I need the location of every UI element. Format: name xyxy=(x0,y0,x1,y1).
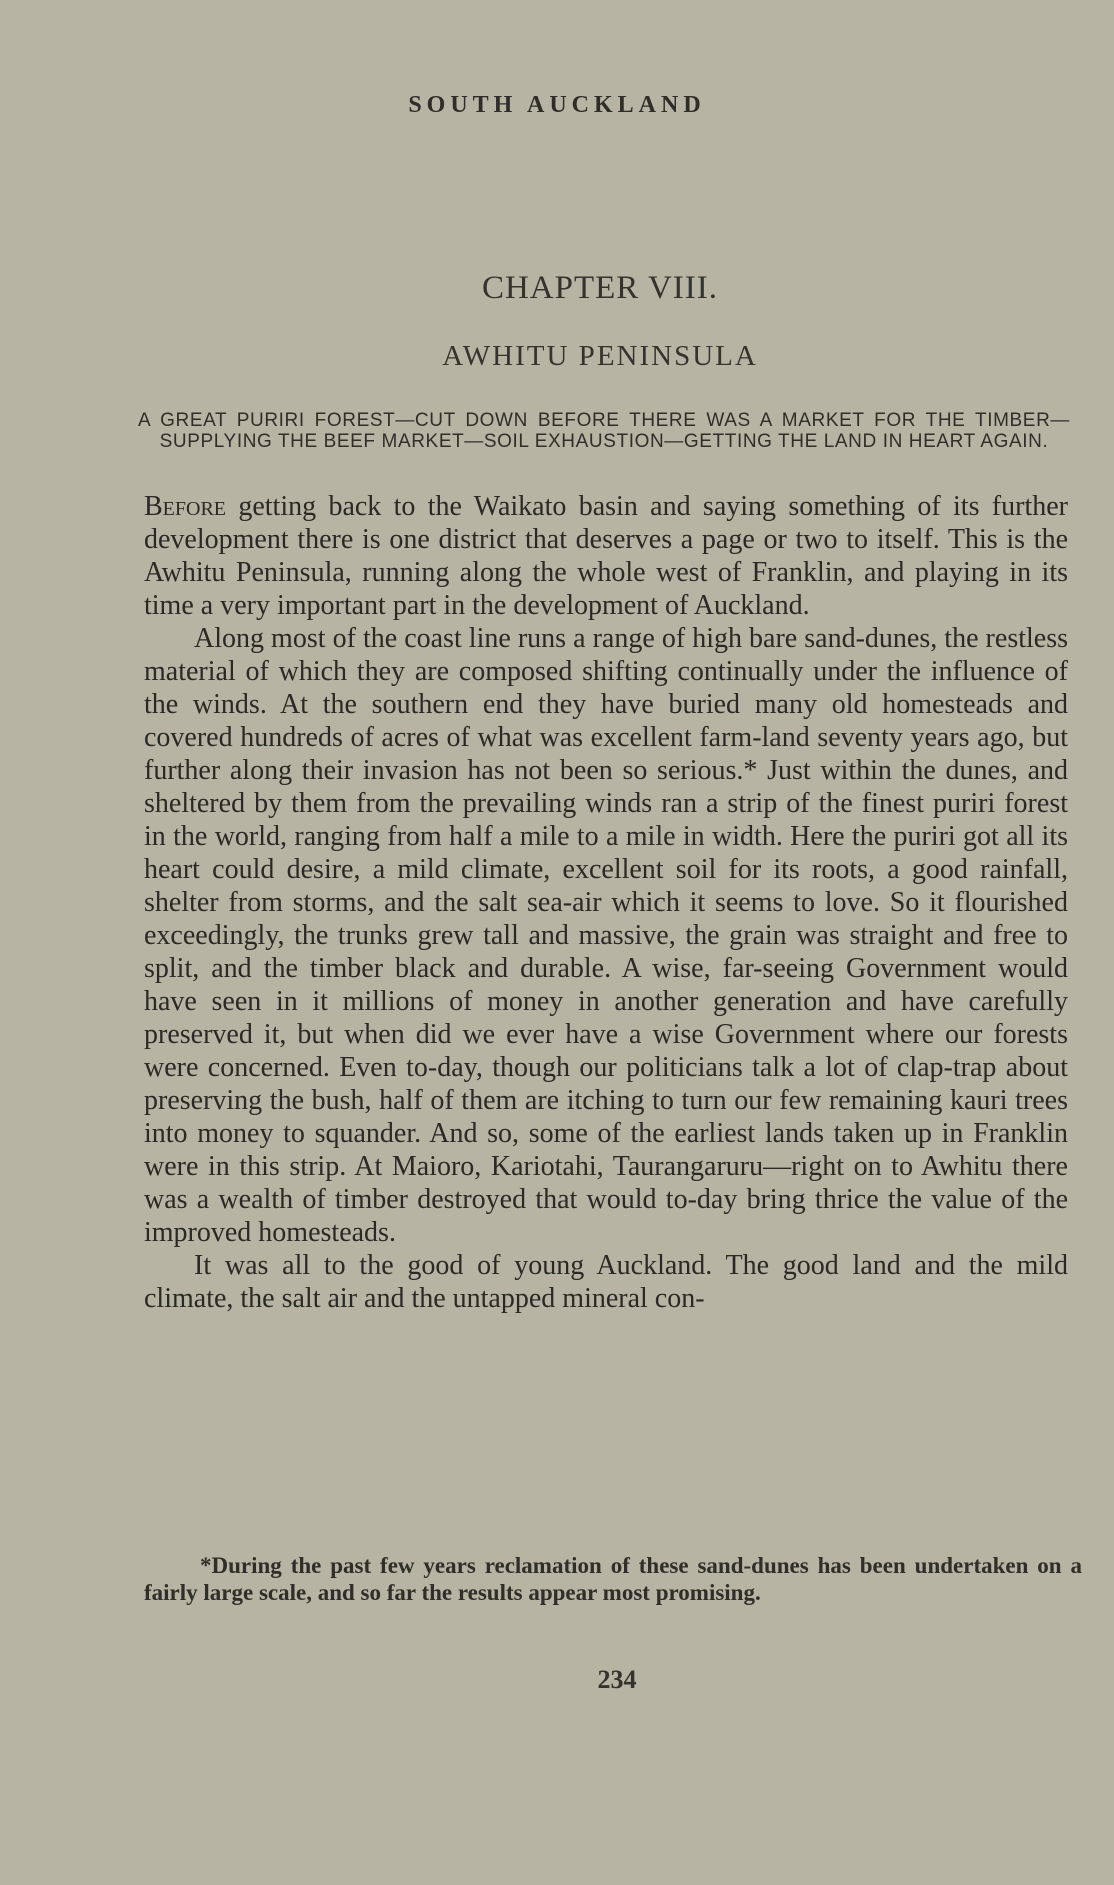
paragraph-2: Along most of the coast line runs a range of high bare sand-dunes, the restless material of which they are composed shifting continually under the influence of the winds. At the southern end they have buried many old homesteads and covered hundreds of acres of what was excellent farm-land seventy years ago, but further along their invasion has not been so serious.* Just within the dunes, and sheltered by them from the prevailing winds ran a strip of the finest puriri forest in the world, ranging from half a mile to a mile in width. Here the puriri got all its heart could desire, a mild climate, excellent soil for its roots, a good rainfall, shelter from storms, and the salt sea-air which it seems to love. So it flourished exceedingly, the trunks grew tall and massive, the grain was straight and free to split, and the timber black and durable. A wise, far-seeing Government would have seen in it millions of money in another generation and have carefully preserved it, but when did we ever have a wise Government where our forests were concerned. Even to-day, though our politicians talk a lot of clap-trap about preserving the bush, half of them are itching to turn our few remaining kauri trees into money to squander. And so, some of the earliest lands taken up in Franklin were in this strip. At Maioro, Kariotahi, Taurangaruru—right on to Awhitu there was a wealth of timber destroyed that would to-day bring thrice the value of the improved homesteads. xyxy=(144,623,1068,1248)
chapter-subtitle: AWHITU PENINSULA xyxy=(442,340,758,372)
paragraph-3: It was all to the good of young Auckland. The good land and the mild climate, the salt air and the untapped mineral con- xyxy=(144,1250,1068,1314)
page-number: 234 xyxy=(597,1665,637,1694)
footnote: *During the past few years reclamation of these sand-dunes has been undertaken on a fairly large scale, and so far the results appear most promising. xyxy=(144,1553,1082,1605)
body-text xyxy=(144,490,1068,1315)
chapter-title: CHAPTER VIII. xyxy=(481,270,719,306)
paragraph-lead-word: Before xyxy=(144,491,227,522)
chapter-synopsis: A GREAT PURIRI FOREST—CUT DOWN BEFORE THERE WAS A MARKET FOR THE TIMBER—SUPPLYING THE BEEF MARKET—SOIL EXHAUSTION—GETTING THE LAND IN HEART AGAIN. xyxy=(138,410,1070,452)
paragraph-text: getting back to the Waikato basin and saying something of its further development there is one district that deserves a page or two to itself. This is the Awhitu Peninsula, running along the whole west of Franklin, and playing in its time a very important part in the development of Auckland. xyxy=(144,491,1068,621)
paragraph-1 xyxy=(144,490,1068,622)
running-head: SOUTH AUCKLAND xyxy=(408,92,706,118)
